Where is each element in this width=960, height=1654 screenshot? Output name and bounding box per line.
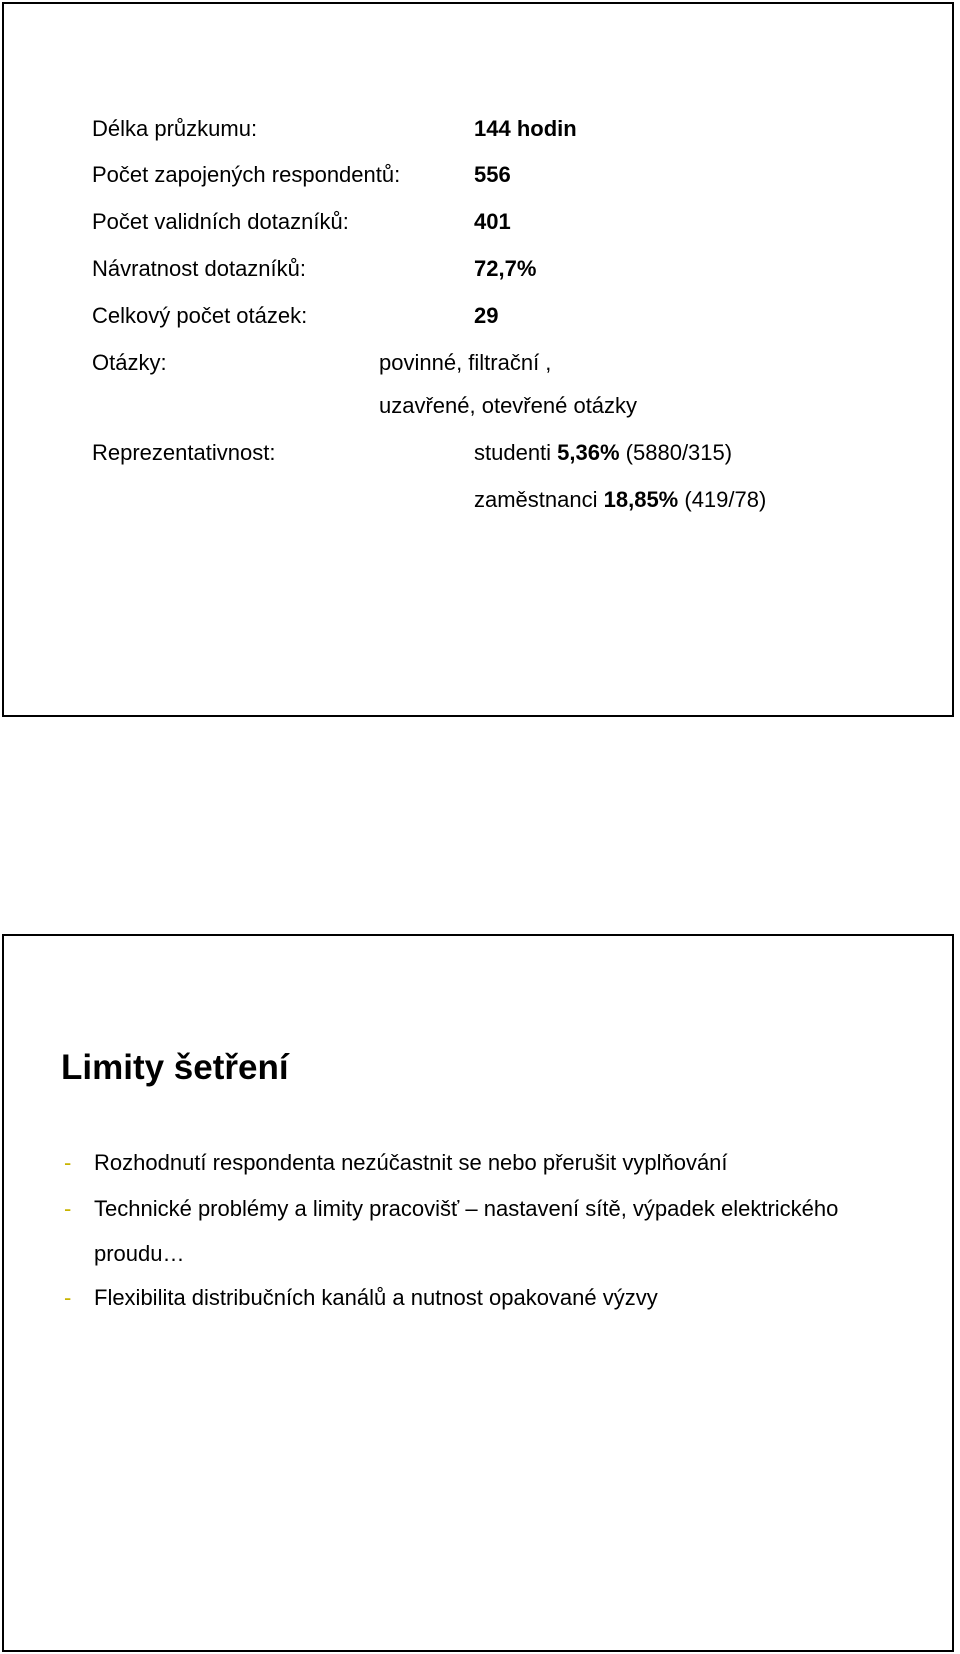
- students-percent: 5,36%: [557, 440, 620, 465]
- row-label-return: Návratnost dotazníků:: [92, 256, 307, 281]
- employees-prefix: zaměstnanci: [474, 487, 604, 512]
- bullet-item-2: Technické problémy a limity pracovišť – nastavení sítě, výpadek elektrického: [94, 1196, 839, 1221]
- slide-survey-stats: [2, 2, 954, 717]
- bullet-item-1: Rozhodnutí respondenta nezúčastnit se nebo přerušit vyplňování: [94, 1150, 728, 1175]
- questions-line-1: povinné, filtrační ,: [379, 350, 552, 375]
- row-value-duration: 144 hodin: [474, 116, 577, 141]
- questions-line-2: uzavřené, otevřené otázky: [379, 393, 638, 418]
- row-label-respondents: Počet zapojených respondentů:: [92, 162, 401, 187]
- bullet-marker: -: [64, 1285, 72, 1310]
- row-value-return: 72,7%: [474, 256, 537, 281]
- row-label-valid: Počet validních dotazníků:: [92, 209, 349, 234]
- representativeness-students: [474, 440, 732, 466]
- slide-title: Limity šetření: [61, 1048, 289, 1087]
- students-prefix: studenti: [474, 440, 558, 465]
- row-value-valid: 401: [474, 209, 511, 234]
- row-value-questions-count: 29: [474, 303, 499, 328]
- students-ratio: (5880/315): [619, 440, 733, 465]
- bullet-marker: -: [64, 1196, 72, 1221]
- bullet-item-3: Flexibilita distribučních kanálů a nutnost opakované výzvy: [94, 1285, 658, 1310]
- employees-ratio: (419/78): [678, 487, 767, 512]
- bullet-marker: -: [64, 1150, 72, 1175]
- row-label-duration: Délka průzkumu:: [92, 116, 258, 141]
- slide-limits: [2, 934, 954, 1652]
- bullet-item-2-cont: proudu…: [94, 1241, 185, 1266]
- row-label-questions-count: Celkový počet otázek:: [92, 303, 308, 328]
- employees-percent: 18,85%: [603, 487, 679, 512]
- row-value-respondents: 556: [474, 162, 511, 187]
- representativeness-label: Reprezentativnost:: [92, 440, 276, 465]
- representativeness-employees: [474, 487, 766, 513]
- questions-label: Otázky:: [92, 350, 167, 375]
